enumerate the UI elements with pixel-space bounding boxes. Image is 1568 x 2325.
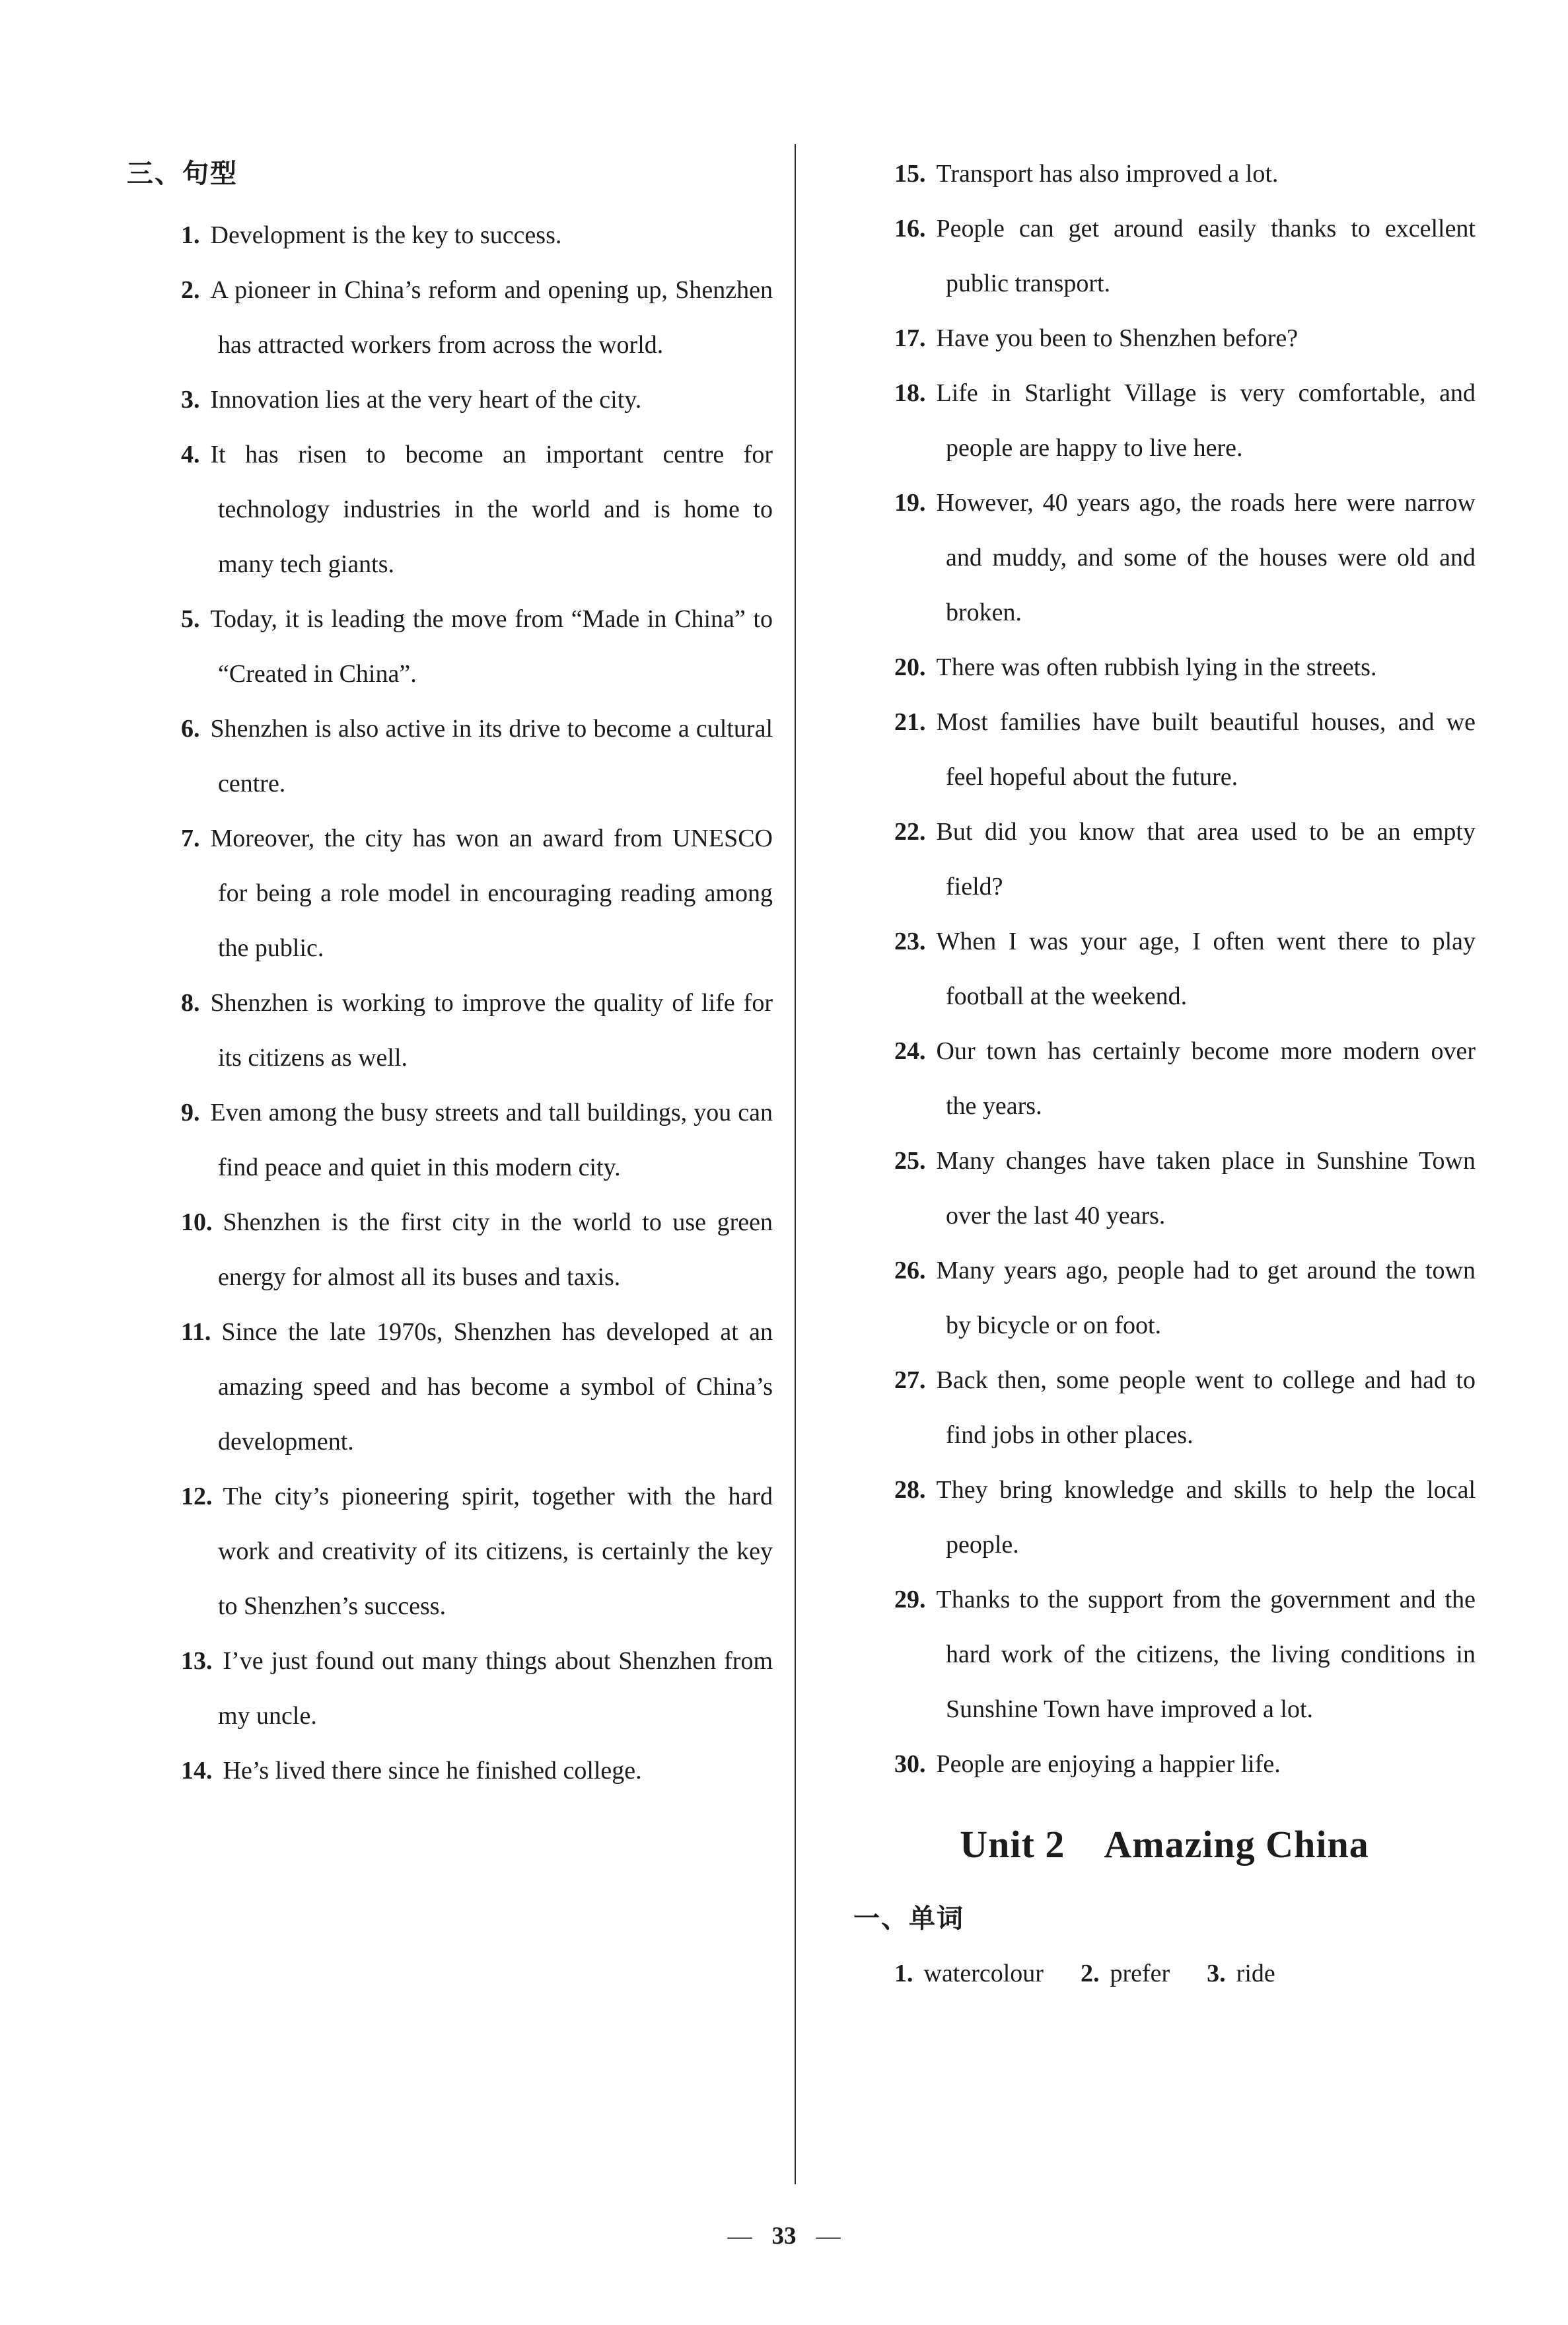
sentence-text: I’ve just found out many things about Shenzhen from my uncle. [218, 1647, 773, 1730]
sentence-item [127, 208, 773, 263]
item-number: 4. [181, 441, 200, 468]
sentence-list-right [853, 147, 1476, 1792]
item-number: 6. [181, 715, 200, 743]
sentence-text: People are enjoying a happier life. [936, 1750, 1281, 1778]
sentence-item [127, 1305, 773, 1469]
item-number: 2. [181, 276, 200, 304]
sentence-item [127, 1195, 773, 1305]
sentence-text: Even among the busy streets and tall buildings, you can find peace and quiet in this modern city. [210, 1099, 773, 1181]
item-number: 27. [894, 1366, 926, 1394]
sentence-item [853, 202, 1476, 311]
sentence-text: Shenzhen is the first city in the world to use green energy for almost all its buses and taxis. [218, 1208, 773, 1291]
sentence-item [127, 702, 773, 811]
sentence-text: Most families have built beautiful houses, and we feel hopeful about the future. [936, 708, 1476, 791]
page-number: 33 [771, 2223, 797, 2250]
sentence-item [127, 1469, 773, 1634]
sentence-item [127, 811, 773, 976]
sentence-text: However, 40 years ago, the roads here were narrow and muddy, and some of the houses were old and broken. [936, 489, 1476, 626]
sentence-text: Many changes have taken place in Sunshine Town over the last 40 years. [936, 1147, 1476, 1230]
sentence-text: Many years ago, people had to get around the town by bicycle or on foot. [936, 1257, 1476, 1339]
item-number: 14. [181, 1757, 213, 1785]
item-number: 17. [894, 324, 926, 352]
page-footer [0, 2224, 1568, 2248]
word-item [1207, 1946, 1275, 2001]
unit-2-title: Unit 2 Amazing China [960, 1823, 1369, 1866]
sentence-text: There was often rubbish lying in the streets. [936, 653, 1377, 681]
item-number: 13. [181, 1647, 213, 1675]
right-column [853, 147, 1476, 2001]
item-number: 21. [894, 708, 926, 736]
item-number: 22. [894, 818, 926, 846]
sentence-text: Have you been to Shenzhen before? [936, 324, 1299, 352]
sentence-item [127, 1086, 773, 1195]
sentence-text: Innovation lies at the very heart of the city. [210, 386, 642, 414]
word-item [894, 1946, 1044, 2001]
item-number: 12. [181, 1483, 213, 1510]
item-number: 8. [181, 989, 200, 1017]
sentence-item [127, 427, 773, 592]
sentence-item [127, 263, 773, 373]
item-number: 16. [894, 215, 926, 242]
sentence-item [853, 476, 1476, 640]
item-number: 25. [894, 1147, 926, 1175]
word-text: prefer [1110, 1959, 1170, 1987]
section-header-sentence-patterns: 三、句型 [127, 159, 238, 189]
sentence-text: Back then, some people went to college and had to find jobs in other places. [936, 1366, 1476, 1449]
item-number: 3. [1207, 1959, 1226, 1987]
sentence-text: Today, it is leading the move from “Made in China” to “Created in China”. [210, 605, 773, 688]
item-number: 2. [1080, 1959, 1100, 1987]
word-item [1081, 1946, 1170, 2001]
sentence-text: A pioneer in China’s reform and opening up, Shenzhen has attracted workers from across the world. [210, 276, 773, 359]
sentence-text: The city’s pioneering spirit, together with the hard work and creativity of its citizens, is certainly the key to Shenzhen’s success. [218, 1483, 773, 1620]
word-list [853, 1946, 1476, 2001]
word-text: ride [1236, 1959, 1275, 1987]
sentence-item [853, 695, 1476, 805]
sentence-list-left [127, 208, 773, 1798]
sentence-text: Shenzhen is working to improve the quality of life for its citizens as well. [210, 989, 773, 1072]
sentence-item [853, 366, 1476, 476]
sentence-item [127, 373, 773, 427]
sentence-item [853, 1572, 1476, 1737]
section-header-words: 一、单词 [853, 1903, 964, 1934]
sentence-text: Moreover, the city has won an award from UNESCO for being a role model in encouraging reading among the public. [210, 825, 773, 962]
sentence-text: Since the late 1970s, Shenzhen has developed at an amazing speed and has become a symbol of China’s development. [218, 1318, 773, 1456]
sentence-item [853, 805, 1476, 914]
sentence-item [853, 1353, 1476, 1463]
sentence-text: Life in Starlight Village is very comfortable, and people are happy to live here. [936, 379, 1476, 462]
item-number: 11. [181, 1318, 211, 1346]
item-number: 15. [894, 160, 926, 188]
sentence-item [127, 976, 773, 1086]
item-number: 20. [894, 653, 926, 681]
item-number: 5. [181, 605, 200, 633]
sentence-item [853, 1243, 1476, 1353]
sentence-item [853, 1134, 1476, 1243]
sentence-item [127, 1634, 773, 1744]
footer-dash-left: — [727, 2223, 752, 2250]
sentence-item [127, 1744, 773, 1798]
sentence-text: But did you know that area used to be an empty field? [936, 818, 1476, 901]
sentence-text: Shenzhen is also active in its drive to become a cultural centre. [210, 715, 773, 797]
sentence-text: When I was your age, I often went there to play football at the weekend. [936, 928, 1476, 1010]
word-text: watercolour [923, 1959, 1044, 1987]
item-number: 3. [181, 386, 200, 414]
sentence-text: Transport has also improved a lot. [936, 160, 1279, 188]
item-number: 1. [181, 221, 200, 249]
sentence-item [853, 1024, 1476, 1134]
sentence-text: He’s lived there since he finished college. [223, 1757, 642, 1785]
column-divider [795, 144, 796, 2184]
sentence-item [853, 311, 1476, 366]
sentence-text: Thanks to the support from the government and the hard work of the citizens, the living conditions in Sunshine Town have improved a lot. [936, 1586, 1476, 1723]
sentence-item [127, 592, 773, 702]
item-number: 19. [894, 489, 926, 517]
item-number: 30. [894, 1750, 926, 1778]
sentence-item [853, 147, 1476, 202]
sentence-item [853, 914, 1476, 1024]
item-number: 18. [894, 379, 926, 407]
item-number: 26. [894, 1257, 926, 1284]
sentence-item [853, 1737, 1476, 1792]
sentence-item [853, 1463, 1476, 1572]
footer-dash-right: — [816, 2223, 841, 2250]
item-number: 7. [181, 825, 200, 852]
left-column [127, 147, 773, 1798]
item-number: 23. [894, 928, 926, 955]
item-number: 10. [181, 1208, 213, 1236]
sentence-text: Our town has certainly become more modern over the years. [936, 1037, 1476, 1120]
sentence-item [853, 640, 1476, 695]
item-number: 28. [894, 1476, 926, 1504]
sentence-text: They bring knowledge and skills to help the local people. [936, 1476, 1476, 1559]
sentence-text: Development is the key to success. [210, 221, 562, 249]
sentence-text: People can get around easily thanks to excellent public transport. [936, 215, 1476, 297]
item-number: 24. [894, 1037, 926, 1065]
sentence-text: It has risen to become an important centre for technology industries in the world and is home to many tech giants. [210, 441, 773, 578]
item-number: 9. [181, 1099, 200, 1126]
item-number: 1. [894, 1959, 913, 1987]
item-number: 29. [894, 1586, 926, 1613]
